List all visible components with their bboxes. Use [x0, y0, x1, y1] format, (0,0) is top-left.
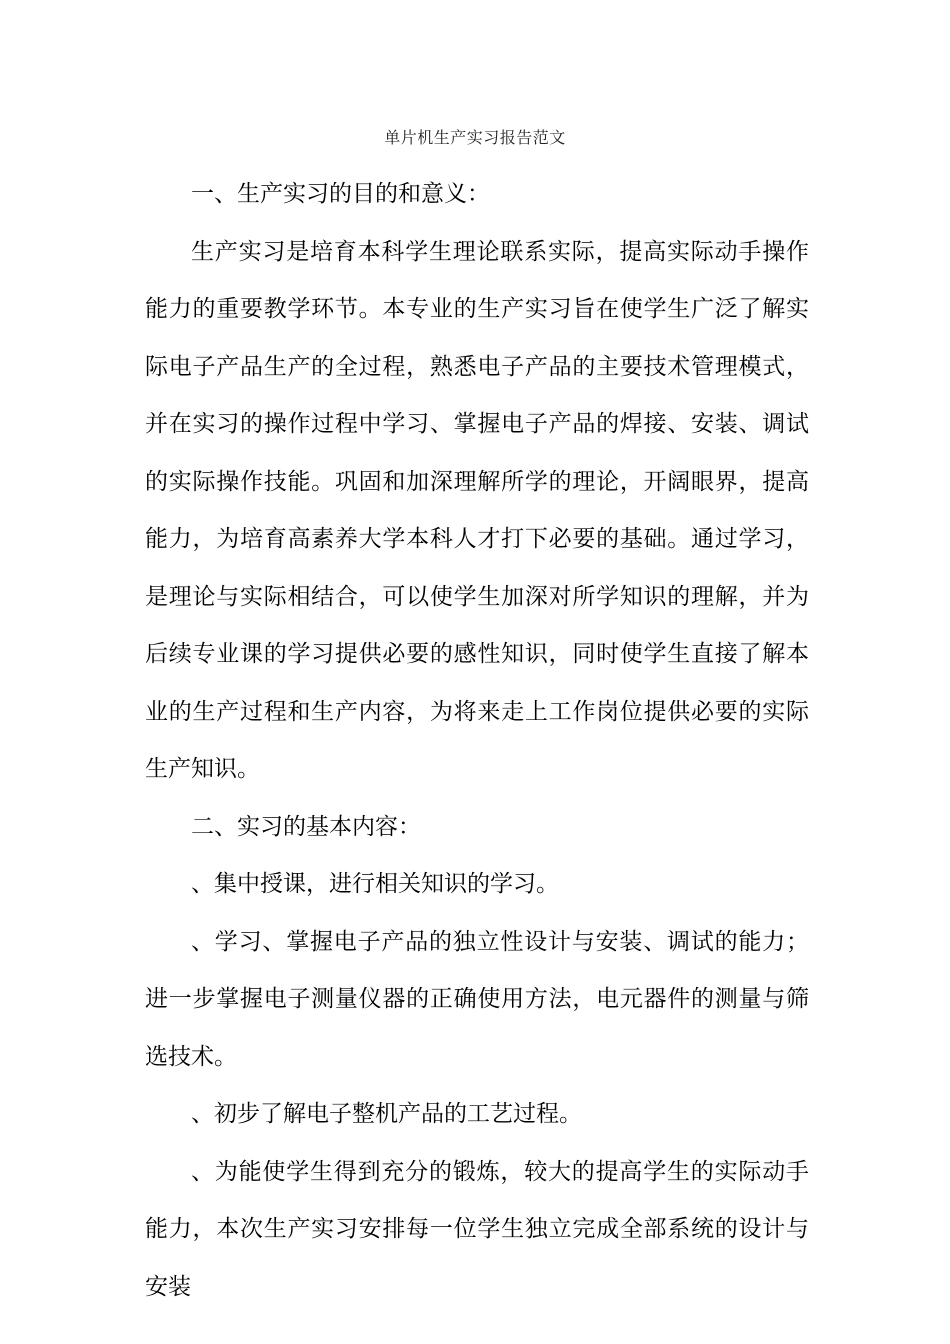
- heading-purpose: 一、生产实习的目的和意义：: [191, 181, 490, 207]
- list-item-process: 、初步了解电子整机产品的工艺过程。: [191, 1101, 582, 1127]
- list-item-design-install: 、学习、掌握电子产品的独立性设计与安装、调试的能力；进一步掌握电子测量仪器的正确使用方法，电元器件的测量与筛选技术。: [145, 928, 809, 1070]
- document-body: [145, 166, 809, 1316]
- paragraph-purpose-body: 生产实习是培育本科学生理论联系实际，提高实际动手操作能力的重要教学环节。本专业的生产实习旨在使学生广泛了解实际电子产品生产的全过程，熟悉电子产品的主要技术管理模式，并在实习的操作过程中学习、掌握电子产品的焊接、安装、调试的实际操作技能。巩固和加深理解所学的理论，开阔眼界，提高能力，为培育高素养大学本科人才打下必要的基础。通过学习，是理论与实际相结合，可以使学生加深对所学知识的理解，并为后续专业课的学习提供必要的感性知识，同时使学生直接了解本业的生产过程和生产内容，为将来走上工作岗位提供必要的实际生产知识。: [145, 238, 809, 782]
- document-title: 单片机生产实习报告范文: [384, 128, 566, 147]
- heading-basic-content: 二、实习的基本内容：: [191, 813, 421, 840]
- list-item-training: 、为能使学生得到充分的锻炼，较大的提高学生的实际动手能力，本次生产实习安排每一位学生独立完成全部系统的设计与安装: [145, 1158, 809, 1300]
- list-item-lectures: 、集中授课，进行相关知识的学习。: [191, 871, 559, 897]
